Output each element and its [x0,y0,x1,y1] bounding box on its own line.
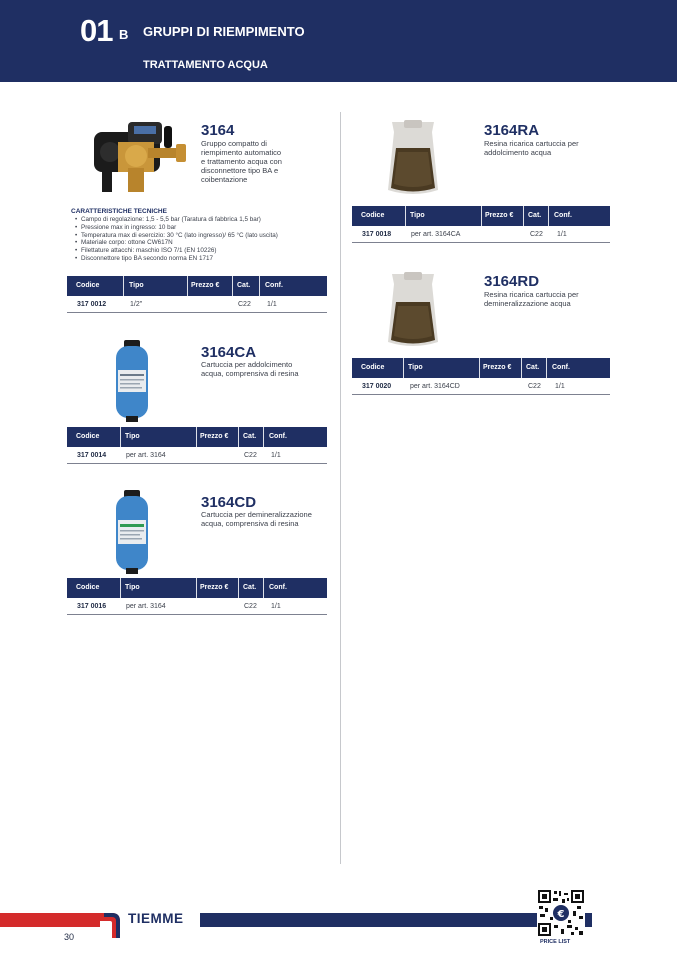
th-prezzo: Prezzo € [191,282,220,289]
page-number: 30 [64,932,75,942]
specs-title: CARATTERISTICHE TECNICHE [71,208,167,215]
table-header [67,578,327,598]
price-table-3164CD [67,578,327,615]
cell-codice: 317 0020 [362,383,392,390]
product-desc-3164CD [201,510,312,528]
section-suffix: B [119,27,129,42]
desc-line: Cartuccia per demineralizzazione [201,510,312,519]
th-cat: Cat. [237,282,251,289]
spec-item: • Materiale corpo: ottone CW617N [81,239,331,247]
th-cat: Cat. [243,584,257,591]
column-divider [340,112,341,864]
desc-line: Resina ricarica cartuccia per [484,290,579,299]
softening-cartridge-image [112,340,152,422]
th-codice: Codice [76,433,100,440]
product-desc-3164RD [484,290,579,308]
product-desc-3164RA [484,139,579,157]
spec-item: • Pressione max in ingresso: 10 bar [81,224,331,232]
th-tipo: Tipo [129,282,144,289]
desc-line: Gruppo compatto di [201,139,267,148]
cell-tipo: per art. 3164 [126,452,166,459]
table-header [352,358,610,378]
cell-tipo: per art. 3164 [126,603,166,610]
cell-tipo: per art. 3164CD [410,383,460,390]
th-cat: Cat. [526,364,540,371]
desc-line: addolcimento acqua [484,148,552,157]
th-conf: Conf. [552,364,570,371]
th-codice: Codice [76,282,100,289]
cell-codice: 317 0018 [362,231,392,238]
table-header [67,276,327,296]
th-conf: Conf. [269,584,287,591]
cell-cat: C22 [244,452,257,459]
price-table-3164RA [352,206,610,243]
product-code-3164CD: 3164CD [201,494,257,511]
cell-conf: 1/1 [555,383,565,390]
th-prezzo: Prezzo € [200,433,229,440]
th-cat: Cat. [528,212,542,219]
euro-symbol: € [557,909,565,920]
cell-cat: C22 [528,383,541,390]
th-conf: Conf. [269,433,287,440]
desc-line: riempimento automatico [201,148,282,157]
cell-conf: 1/1 [271,452,281,459]
cell-conf: 1/1 [267,301,277,308]
table-row [352,378,610,395]
price-table-3164 [67,276,327,313]
price-table-3164CA [67,427,327,464]
desc-line: acqua, comprensiva di resina [201,369,299,378]
table-header [67,427,327,447]
th-tipo: Tipo [408,364,423,371]
th-tipo: Tipo [410,212,425,219]
qr-code-icon[interactable] [537,889,585,937]
footer-blue-stripe [200,913,592,927]
product-code-3164: 3164 [201,122,235,139]
price-table-3164RD [352,358,610,395]
desc-line: coibentazione [201,175,248,184]
product-desc-3164 [201,139,282,184]
table-row [67,296,327,313]
desc-line: demineralizzazione acqua [484,299,571,308]
cell-tipo: 1/2" [130,301,143,308]
th-tipo: Tipo [125,433,140,440]
desc-line: e trattamento acqua con [201,157,282,166]
th-prezzo: Prezzo € [483,364,512,371]
th-prezzo: Prezzo € [200,584,229,591]
desc-line: disconnettore tipo BA e [201,166,279,175]
cell-conf: 1/1 [557,231,567,238]
desc-line: Cartuccia per addolcimento [201,360,293,369]
product-code-3164CA: 3164CA [201,344,257,361]
spec-item: • Disconnettore tipo BA secondo norma EN 1717 [81,255,331,263]
th-codice: Codice [76,584,100,591]
section-title: GRUPPI DI RIEMPIMENTO [143,24,305,39]
filling-unit-image [88,118,194,202]
table-row [67,598,327,615]
spec-item: • Campo di regolazione: 1,5 - 5,5 bar (Taratura di fabbrica 1,5 bar) [81,216,331,224]
demineralization-cartridge-image [112,490,152,574]
section-subtitle: TRATTAMENTO ACQUA [143,59,268,71]
cell-codice: 317 0014 [77,452,107,459]
th-tipo: Tipo [125,584,140,591]
page-header [0,0,677,82]
qr-caption: PRICE LIST [540,939,571,945]
technical-specs [71,208,331,263]
th-codice: Codice [361,212,385,219]
desc-line: acqua, comprensiva di resina [201,519,299,528]
th-codice: Codice [361,364,385,371]
cell-codice: 317 0012 [77,301,107,308]
brand-name: TIEMME [128,911,184,926]
table-row [67,447,327,464]
cell-cat: C22 [244,603,257,610]
section-number: 01 [80,13,113,48]
cell-cat: C22 [530,231,543,238]
th-conf: Conf. [554,212,572,219]
spec-item: • Filettature attacchi: maschio ISO 7/1 (EN 10226) [81,247,331,255]
cell-codice: 317 0016 [77,603,107,610]
specs-list [71,216,331,263]
th-cat: Cat. [243,433,257,440]
table-header [352,206,610,226]
resin-bag-image [382,270,444,350]
product-desc-3164CA [201,360,299,378]
th-conf: Conf. [265,282,283,289]
product-code-3164RD: 3164RD [484,273,540,290]
footer-red-stripe [0,913,100,927]
resin-bag-image [382,118,444,198]
cell-conf: 1/1 [271,603,281,610]
cell-cat: C22 [238,301,251,308]
desc-line: Resina ricarica cartuccia per [484,139,579,148]
cell-tipo: per art. 3164CA [411,231,461,238]
product-code-3164RA: 3164RA [484,122,540,139]
th-prezzo: Prezzo € [485,212,514,219]
spec-item: • Temperatura max di esercizio: 30 °C (lato ingresso)/ 65 °C (lato uscita) [81,232,331,240]
table-row [352,226,610,243]
